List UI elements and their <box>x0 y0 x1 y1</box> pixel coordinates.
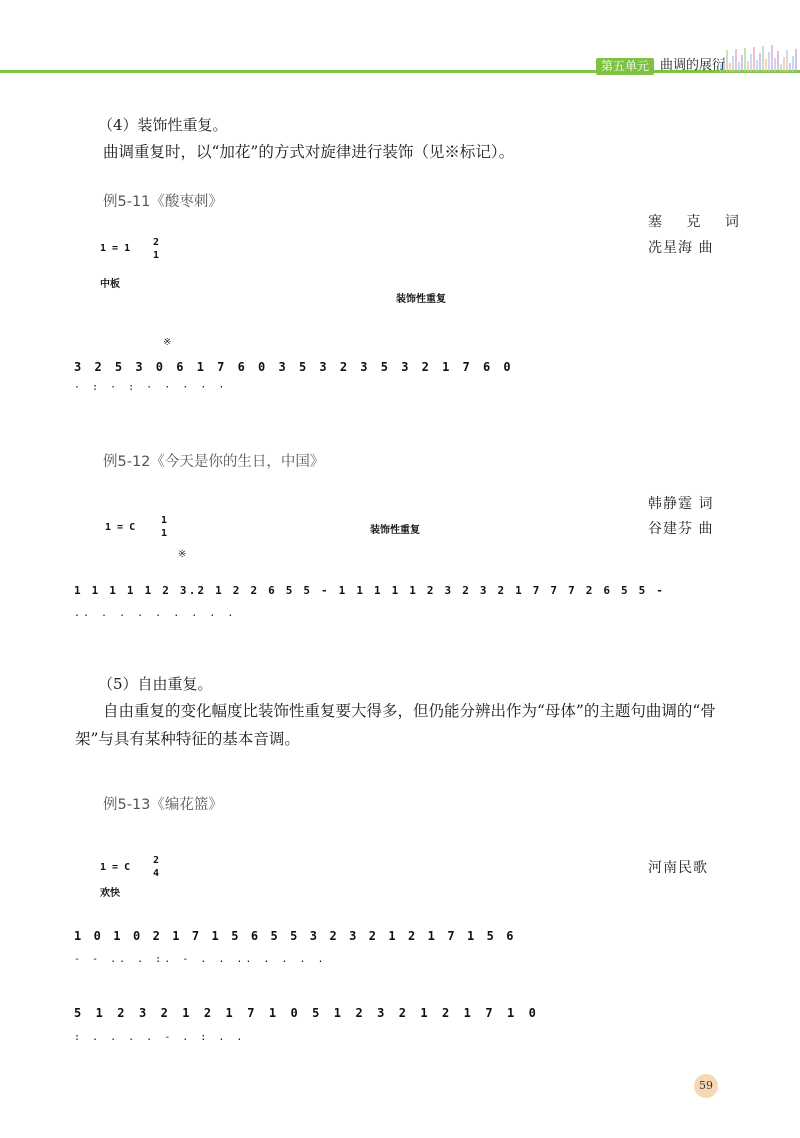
decoration-stripe <box>726 50 728 72</box>
meter-bottom: 4 <box>153 868 160 879</box>
meter-top: 2 <box>153 237 160 248</box>
score-annotation: 装饰性重复 <box>396 294 446 305</box>
notation-line-2: 5 1 2 3 2 1 2 1 7 1 0 5 1 2 3 2 1 2 1 7 1 0 <box>74 1006 540 1020</box>
decoration-stripe <box>756 60 758 72</box>
decoration-stripe <box>741 55 743 72</box>
tempo-marking: 中板 <box>100 279 120 290</box>
key-signature: 1 = 1 <box>100 243 131 254</box>
key-signature: 1 = C <box>100 862 131 873</box>
decoration-stripe <box>747 61 749 72</box>
page-number: 59 <box>694 1074 718 1098</box>
decoration-stripe <box>780 64 782 72</box>
decoration-stripe <box>783 57 785 72</box>
decoration-stripe <box>768 52 770 72</box>
header-decoration <box>720 44 800 72</box>
decoration-stripe <box>792 56 794 72</box>
ornament-mark: ※ <box>163 337 172 348</box>
lyricist-credit: 塞 克 词 <box>648 214 749 230</box>
notation-line-1: 1 0 1 0 2 1 7 1 5 6 5 5 3 2 3 2 1 2 1 7 1 5 6 <box>74 929 517 943</box>
decoration-stripe <box>753 47 755 72</box>
example-5-11-title: 例5-11《酸枣刺》 <box>103 194 223 210</box>
example-5-13-title: 例5-13《编花篮》 <box>103 797 223 813</box>
octave-dots-1: - - .. . :. - . . .. . . . . <box>74 954 327 965</box>
example-5-12-title: 例5-12《今天是你的生日，中国》 <box>103 454 325 470</box>
decoration-stripe <box>759 53 761 72</box>
decoration-stripe <box>789 63 791 72</box>
decoration-stripe <box>777 51 779 72</box>
octave-dots: · : · : · · · · · <box>74 382 228 393</box>
meter-bottom: 1 <box>153 250 160 261</box>
tempo-marking: 欢快 <box>100 888 120 899</box>
decoration-stripe <box>735 49 737 72</box>
composer-credit: 谷建芬 曲 <box>648 521 714 537</box>
lyricist-credit: 韩静霆 词 <box>648 496 714 512</box>
unit-badge: 第五单元 <box>596 58 654 75</box>
decoration-stripe <box>762 46 764 72</box>
key-signature: 1 = C <box>105 522 136 533</box>
decoration-stripe <box>795 49 797 72</box>
notation-line: 1 1 1 1 1 2 3.2 1 2 2 6 5 5 - 1 1 1 1 1 2 3 2 3 2 1 7 7 7 2 6 5 5 - <box>74 584 666 597</box>
section5-heading: （5）自由重复。 <box>98 675 213 693</box>
meter-top: 2 <box>153 855 160 866</box>
ornament-mark: ※ <box>178 549 187 560</box>
decoration-stripe <box>732 56 734 72</box>
section4-heading: （4）装饰性重复。 <box>98 116 228 134</box>
section5-text: 自由重复的变化幅度比装饰性重复要大得多，但仍能分辨出作为“母体”的主题句曲调的“骨架”与具有某种特征的基本音调。 <box>75 702 716 748</box>
decoration-stripe <box>765 59 767 72</box>
section4-text: 曲调重复时，以“加花”的方式对旋律进行装饰（见※标记）。 <box>103 143 515 161</box>
decoration-stripe <box>729 63 731 72</box>
decoration-stripe <box>750 54 752 72</box>
decoration-stripe <box>738 62 740 72</box>
composer-credit: 冼星海 曲 <box>648 240 714 256</box>
decoration-stripe <box>771 45 773 72</box>
score-annotation: 装饰性重复 <box>370 525 420 536</box>
octave-dots: .. . . . . . . . . <box>74 608 237 619</box>
notation-line: 3 2 5 3 0 6 1 7 6 0 3 5 3 2 3 5 3 2 1 7 6 0 <box>74 360 514 374</box>
decoration-stripe <box>744 48 746 72</box>
decoration-stripe <box>774 58 776 72</box>
chapter-title: 曲调的展衍 <box>660 58 726 73</box>
source-credit: 河南民歌 <box>648 860 708 876</box>
octave-dots-2: : . . . . - . : . . <box>74 1032 246 1043</box>
decoration-stripe <box>786 50 788 72</box>
meter-top: 1 <box>161 515 168 526</box>
meter-bottom: 1 <box>161 528 168 539</box>
